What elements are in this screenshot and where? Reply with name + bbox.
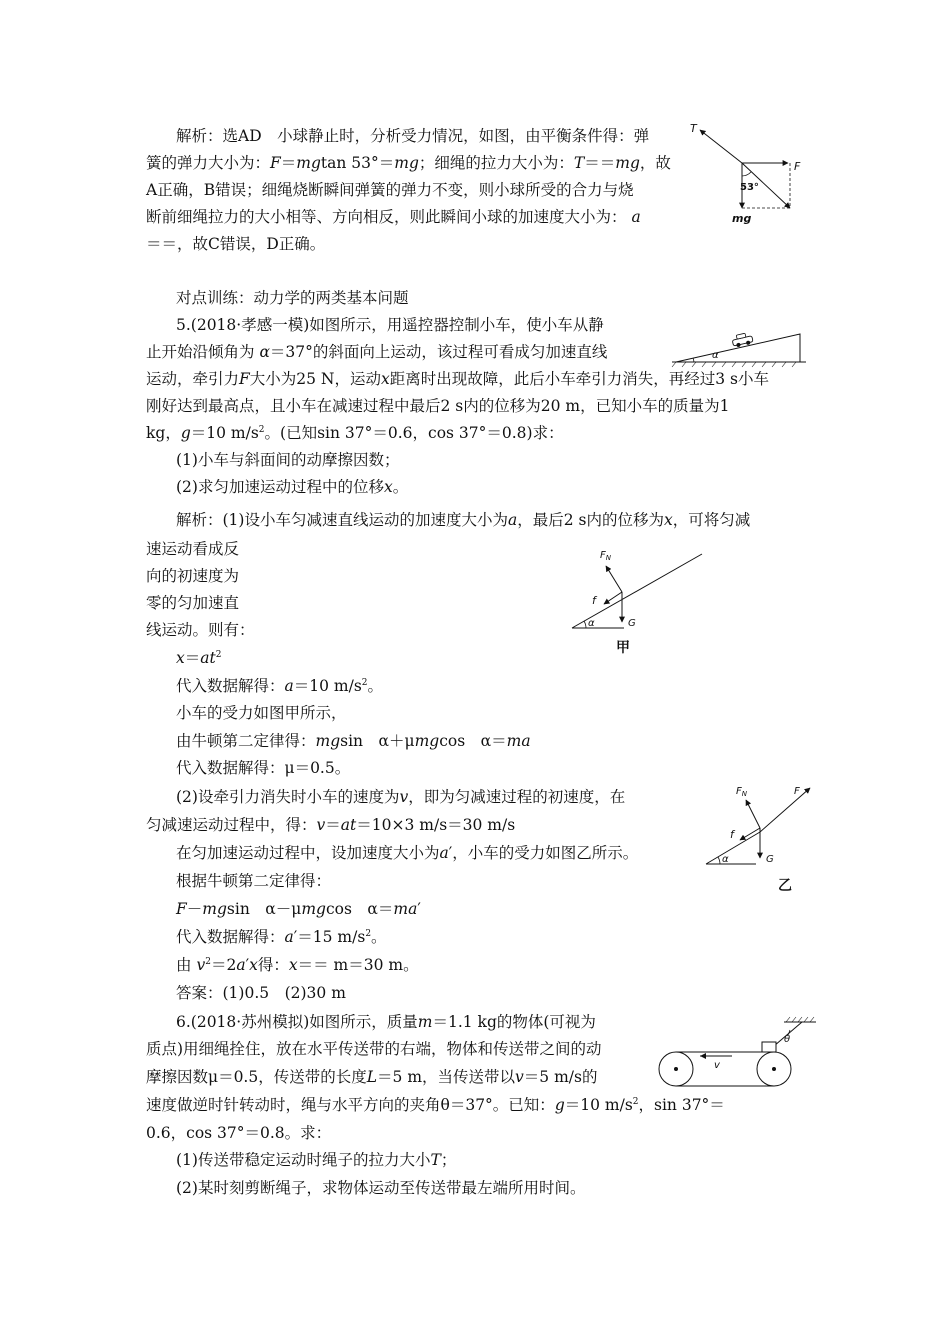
solution-line: 解析：选AD 小球静止时，分析受力情况，如图，由平衡条件得：弹 [176,127,650,145]
solution-line: 在匀加速运动过程中，设加速度大小为a′，小车的受力如图乙所示。 [176,844,639,862]
question-line: 止开始沿倾角为 α＝37°的斜面向上运动，该过程可看成匀加速直线 [146,343,608,361]
solution-line: $x=at^2$ [176,649,222,667]
answer-line: 答案：(1)0.5 (2)30 m [176,984,346,1002]
caption-jia: 甲 [616,640,630,656]
solution-line: 簧的弹力大小为：F＝mgtan 53°＝mg；细绳的拉力大小为：T＝＝mg，故 [146,154,671,172]
solution-line: 速运动看成反 [146,540,240,558]
force-diagram-yi [702,782,822,894]
label-theta: θ [784,1034,791,1045]
force-diagram-jia [566,546,706,656]
incline-car-diagram [672,328,812,368]
solution-line: 零的匀加速直 [146,594,240,612]
question-line: (1)小车与斜面间的动摩擦因数； [176,451,400,469]
question-line: 0.6，cos 37°＝0.8。求： [146,1124,332,1142]
solution-line: 小车的受力如图甲所示， [176,704,347,722]
label-alpha: α [712,350,719,361]
solution-line: (2)设牵引力消失时小车的速度为v，即为匀减速过程的初速度，在 [176,788,626,806]
label-G: G [766,854,774,865]
question-line: 5.(2018·孝感一模)如图所示，用遥控器控制小车，使小车从静 [176,316,604,334]
question-line: 刚好达到最高点，且小车在减速过程中最后2 s内的位移为20 m，已知小车的质量为1 [146,397,730,415]
question-line: (1)传送带稳定运动时绳子的拉力大小T； [176,1151,457,1169]
question-line: (2)某时刻剪断绳子，求物体运动至传送带最左端所用时间。 [176,1179,586,1197]
force-diagram-ball [686,118,806,228]
label-F: F [794,160,801,173]
solution-line: 匀减速运动过程中，得：v＝at＝10×3 m/s＝30 m/s [146,816,516,834]
question-line: kg，g＝10 $m/s^2$。(已知sin 37°＝0.6，cos 37°＝0.8)求： [146,424,564,442]
solution-line: 断前细绳拉力的大小相等、方向相反，则此瞬间小球的加速度大小为： a [146,208,641,226]
section-title: 对点训练：动力学的两类基本问题 [176,289,409,307]
label-FN: $F_N$ [736,786,748,798]
solution-line: 解析：(1)设小车匀减速直线运动的加速度大小为a，最后2 s内的位移为x，可将匀减 [176,511,751,529]
label-mg: mg [732,212,752,225]
label-alpha: α [722,854,729,865]
solution-line: A正确，B错误；细绳烧断瞬间弹簧的弹力不变，则小球所受的合力与烧 [146,181,634,199]
label-f: f [592,594,596,607]
solution-line: 代入数据解得：μ＝0.5。 [176,759,351,777]
solution-line: 由 $v^2=2a'x$得：x＝＝ m＝30 m。 [176,956,419,974]
label-G: G [628,618,636,629]
solution-line: 线运动。则有： [146,621,255,639]
solution-line: 由牛顿第二定律得：mgsin α＋μmgcos α＝ma [176,732,531,750]
question-line: 6.(2018·苏州模拟)如图所示，质量m＝1.1 kg的物体(可视为 [176,1013,596,1031]
conveyor-belt-diagram [656,1016,818,1096]
label-angle: 53° [740,182,759,193]
label-alpha: α [588,618,595,629]
solution-line: F－mgsin α－μmgcos α＝ma′ [176,900,421,918]
label-F: F [794,786,800,797]
label-FN: $F_N$ [600,550,612,562]
solution-line: 根据牛顿第二定律得： [176,872,332,890]
label-T: T [690,122,697,135]
question-line: 摩擦因数μ＝0.5，传送带的长度L＝5 m，当传送带以v＝5 m/s的 [146,1068,598,1086]
solution-line: 向的初速度为 [146,567,240,585]
solution-line: 代入数据解得：a′＝15 $m/s^2$。 [176,928,387,946]
caption-yi: 乙 [778,878,792,894]
label-v: v [714,1060,720,1071]
question-line: 速度做逆时针转动时，绳与水平方向的夹角θ＝37°。已知：g＝10 $m/s^2$，sin 37°＝ [146,1096,725,1114]
label-f: f [730,828,734,841]
question-line: (2)求匀加速运动过程中的位移x。 [176,478,409,496]
question-line: 质点)用细绳拴住，放在水平传送带的右端，物体和传送带之间的动 [146,1040,602,1058]
solution-line: 代入数据解得：a＝10 $m/s^2$。 [176,677,384,695]
question-line: 运动，牵引力F大小为25 N，运动x距离时出现故障，此后小车牵引力消失，再经过3 s小车 [146,370,769,388]
solution-line: ＝＝，故C错误，D正确。 [146,235,326,253]
